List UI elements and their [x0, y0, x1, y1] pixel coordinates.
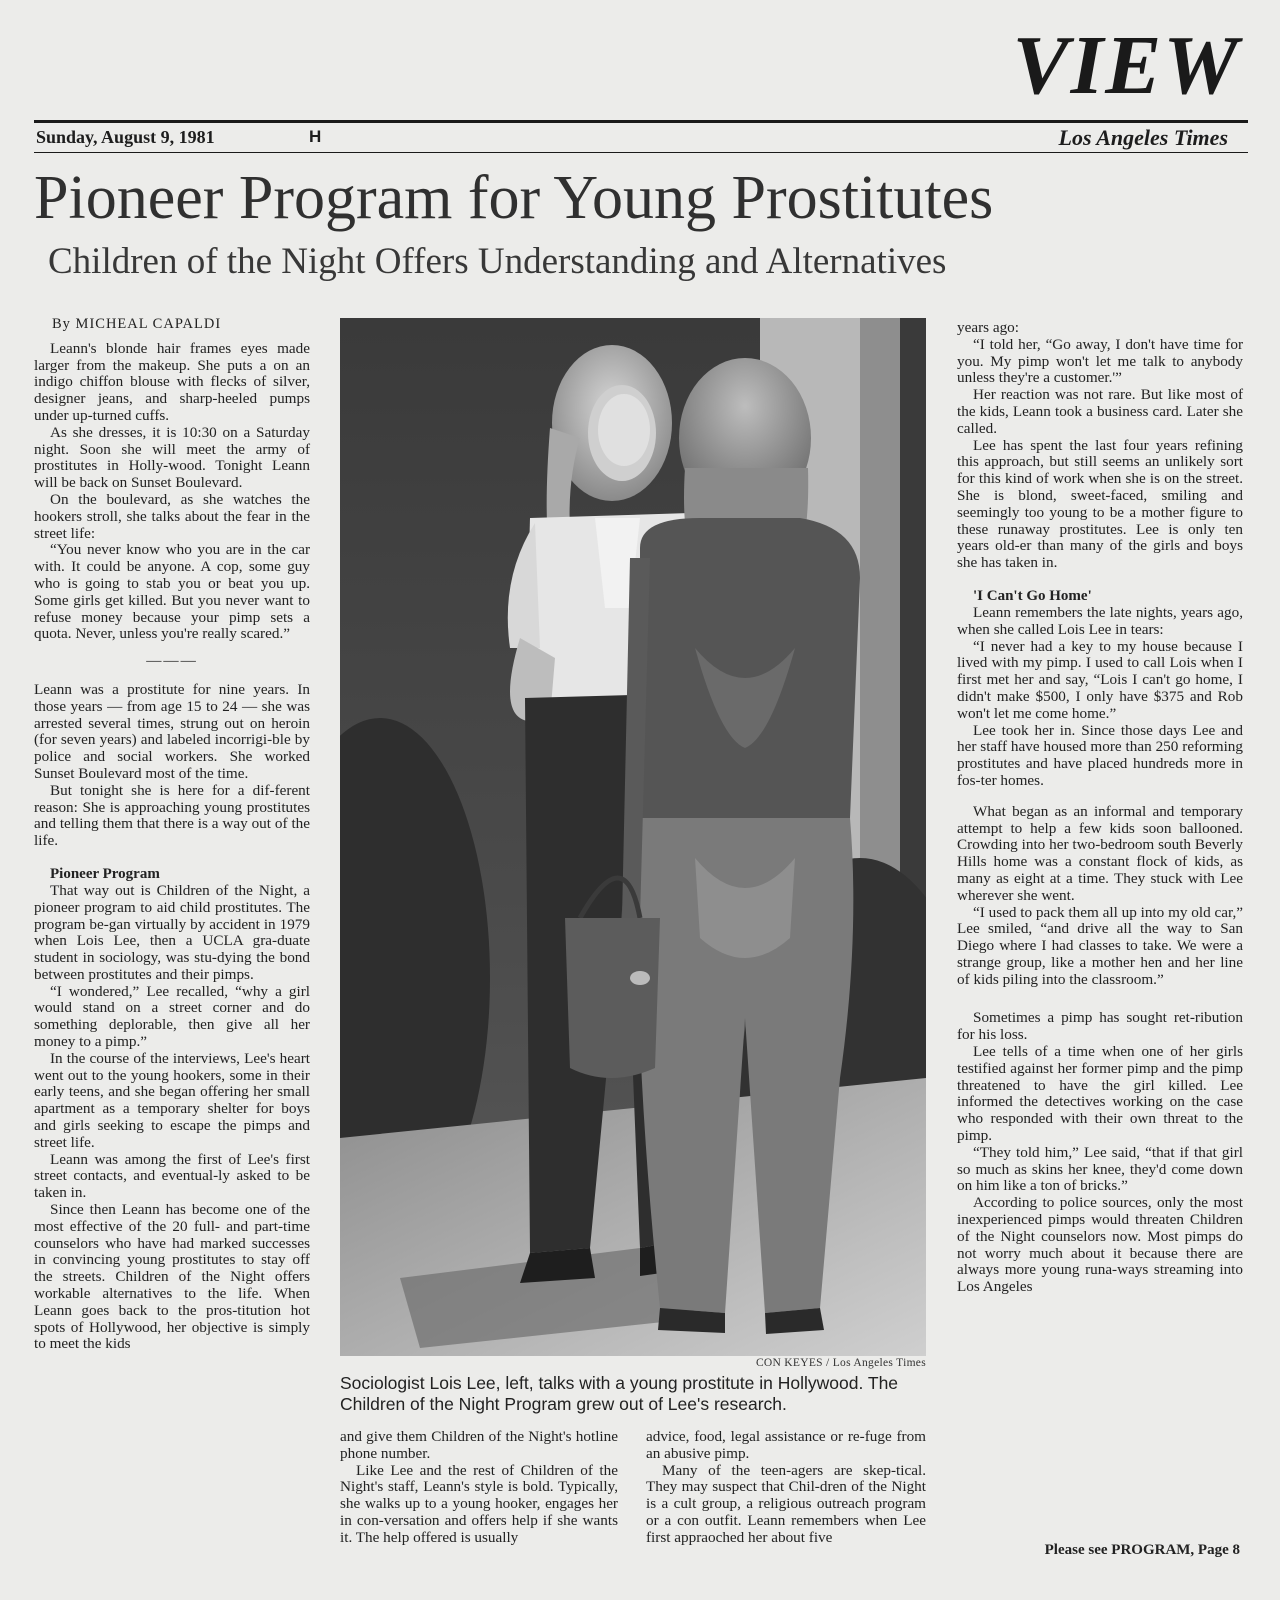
paragraph: “I never had a key to my house because I lived with my pimp. I used to call Lois when I first met her and say, “Lois I can't go home, I didn't make $500, I only have $375 and Rob won't let me come home.” — [957, 637, 1243, 722]
paragraph: On the boulevard, as she watches the hookers stroll, she talks about the fear in the street life: — [34, 490, 310, 542]
paragraph: Lee tells of a time when one of her girls testified against her former pimp and the pimp threatened to have the girl killed. Lee informed the detectives working on the case who responded with their own threat to the pimp. — [957, 1043, 1243, 1145]
byline: By MICHEAL CAPALDI — [52, 316, 222, 332]
header-rule-top — [34, 120, 1248, 123]
paragraph: “I wondered,” Lee recalled, “why a girl would stand on a street corner and do something deplorable, then give all her money to a pimp.” — [34, 982, 310, 1051]
subheadline: Children of the Night Offers Understanding and Alternatives — [48, 241, 947, 282]
paragraph: Many of the teen-agers are skep-tical. They may suspect that Chil-dren of the Night is a cult group, a religious outreach program or a con outfit. Leann remembers when Lee first appraoched her about five — [646, 1461, 926, 1546]
paragraph: According to police sources, only the most inexperienced pimps would threaten Children of the Night counselors now. Most pimps do not worry much about it because there are always more young runa-ways streaming into Los Angeles — [957, 1194, 1243, 1296]
header-rule-bottom — [34, 152, 1248, 153]
continued-on-link[interactable]: Please see PROGRAM, Page 8 — [1044, 1542, 1240, 1558]
paragraph: Her reaction was not rare. But like most of the kids, Leann took a business card. Later she called. — [957, 386, 1243, 437]
paragraph: Leann remembers the late nights, years ago, when she called Lois Lee in tears: — [957, 603, 1243, 638]
headline: Pioneer Program for Young Prostitutes — [34, 164, 994, 232]
column-3 — [646, 1429, 926, 1547]
paragraph: years ago: — [957, 319, 1019, 336]
masthead-logo: Los Angeles Times — [1058, 125, 1228, 150]
photo-caption: Sociologist Lois Lee, left, talks with a young prostitute in Hollywood. The Children of the Night Program grew out of Lee's research. — [340, 1373, 899, 1414]
paragraph: Sometimes a pimp has sought ret-ribution for his loss. — [957, 1009, 1243, 1044]
photo-credit: CON KEYES / Los Angeles Times — [755, 1357, 926, 1369]
paragraph: As she dresses, it is 10:30 on a Saturday night. Soon she will meet the army of prostitutes in Holly-wood. Tonight Leann will be back on Sunset Boulevard. — [34, 423, 310, 492]
paragraph: But tonight she is here for a dif-ferent reason: She is approaching young prostitutes and telling them that there is a way out of the life. — [34, 781, 310, 850]
news-photo — [340, 318, 926, 1356]
paragraph: That way out is Children of the Night, a pioneer program to aid child prostitutes. The program be-gan virtually by accident in 1979 when Lois Lee, then a UCLA gra-duate student in sociology, was stu-dying the bond between prostitutes and their pimps. — [34, 881, 310, 983]
paragraph: Leann was among the first of Lee's first street contacts, and eventual-ly asked to be taken in. — [34, 1150, 310, 1202]
paragraph: Lee has spent the last four years refining this approach, but still seems an unlikely sort for this kind of work when she is on the street. She is blond, sweet-faced, smiling and seemingly too young to be a mother figure to these runaway prostitutes. Lee is only ten years old-er than many of the girls and boys she has taken in. — [957, 436, 1243, 572]
paragraph: “I told her, “Go away, I don't have time for you. My pimp won't let me talk to anybody unless they're a customer.'” — [957, 335, 1243, 387]
section-title: VIEW — [1012, 19, 1240, 112]
paragraph: “They told him,” Lee said, “that if that girl so much as skins her knee, they'd come down on him like a ton of bricks.” — [957, 1143, 1243, 1195]
section-subhead: Pioneer Program — [50, 865, 160, 882]
paragraph: Leann was a prostitute for nine years. In those years — from age 15 to 24 — she was arrested several times, strung out on heroin (for seven years) and labeled incorrigi-ble by police and social workers. She worked Sunset Boulevard most of the time. — [34, 680, 310, 782]
paragraph: “You never know who you are in the car with. It could be anyone. A cop, some guy who is going to stab you or beat you up. Some girls get killed. But you never want to refuse money because your pimp sets a quota. Never, unless you're really scared.” — [34, 541, 310, 643]
paragraph: In the course of the interviews, Lee's heart went out to the young hookers, some in their early teens, and she began offering her small apartment as a temporary shelter for boys and girls seeking to escape the pimps and street life. — [34, 1049, 310, 1151]
paragraph: Lee took her in. Since those days Lee and her staff have housed more than 250 reforming prostitutes and have placed hundreds more in fos-ter homes. — [957, 721, 1243, 789]
paragraph: and give them Children of the Night's hotline phone number. — [340, 1428, 618, 1462]
column-4 — [957, 320, 1243, 1296]
dateline: Sunday, August 9, 1981 — [36, 127, 215, 147]
paragraph: Leann's blonde hair frames eyes made larger from the makeup. She puts a on an indigo chiffon blouse with flecks of silver, designer jeans, and sharp-heeled pumps under up-turned cuffs. — [34, 339, 310, 424]
photo-illustration — [340, 318, 926, 1356]
column-1 — [34, 316, 310, 1353]
paragraph: “I used to pack them all up into my old car,” Lee smiled, “and drive all the way to San Diego where I had classes to take. We were a strange group, like a mother hen and her line of kids piling into the classroom.” — [957, 903, 1243, 988]
paragraph: Since then Leann has become one of the most effective of the 20 full- and part-time counselors who have had marked successes in convincing young prostitutes to stay off the streets. Children of the Night offers workable alternatives to the life. When Leann goes back to the pros-titution hot spots of Hollywood, her objective is simply to meet the kids — [34, 1201, 310, 1353]
section-divider: ——— — [146, 652, 198, 670]
paragraph: advice, food, legal assistance or re-fuge from an abusive pimp. — [646, 1428, 926, 1462]
section-subhead: 'I Can't Go Home' — [973, 587, 1092, 604]
paragraph: What began as an informal and temporary attempt to help a few kids soon ballooned. Crowding into her two-bedroom south Beverly Hills home was a constant flock of kids, as many as eight at a time. They stuck with Lee wherever she went. — [957, 802, 1243, 904]
edition-mark: H — [309, 127, 322, 146]
paragraph: Like Lee and the rest of Children of the Night's staff, Leann's style is bold. Typically, she walks up to a young hooker, engages her in con-versation and offers help if she wants it. The help offered is usually — [340, 1461, 618, 1546]
column-2 — [340, 1429, 618, 1547]
